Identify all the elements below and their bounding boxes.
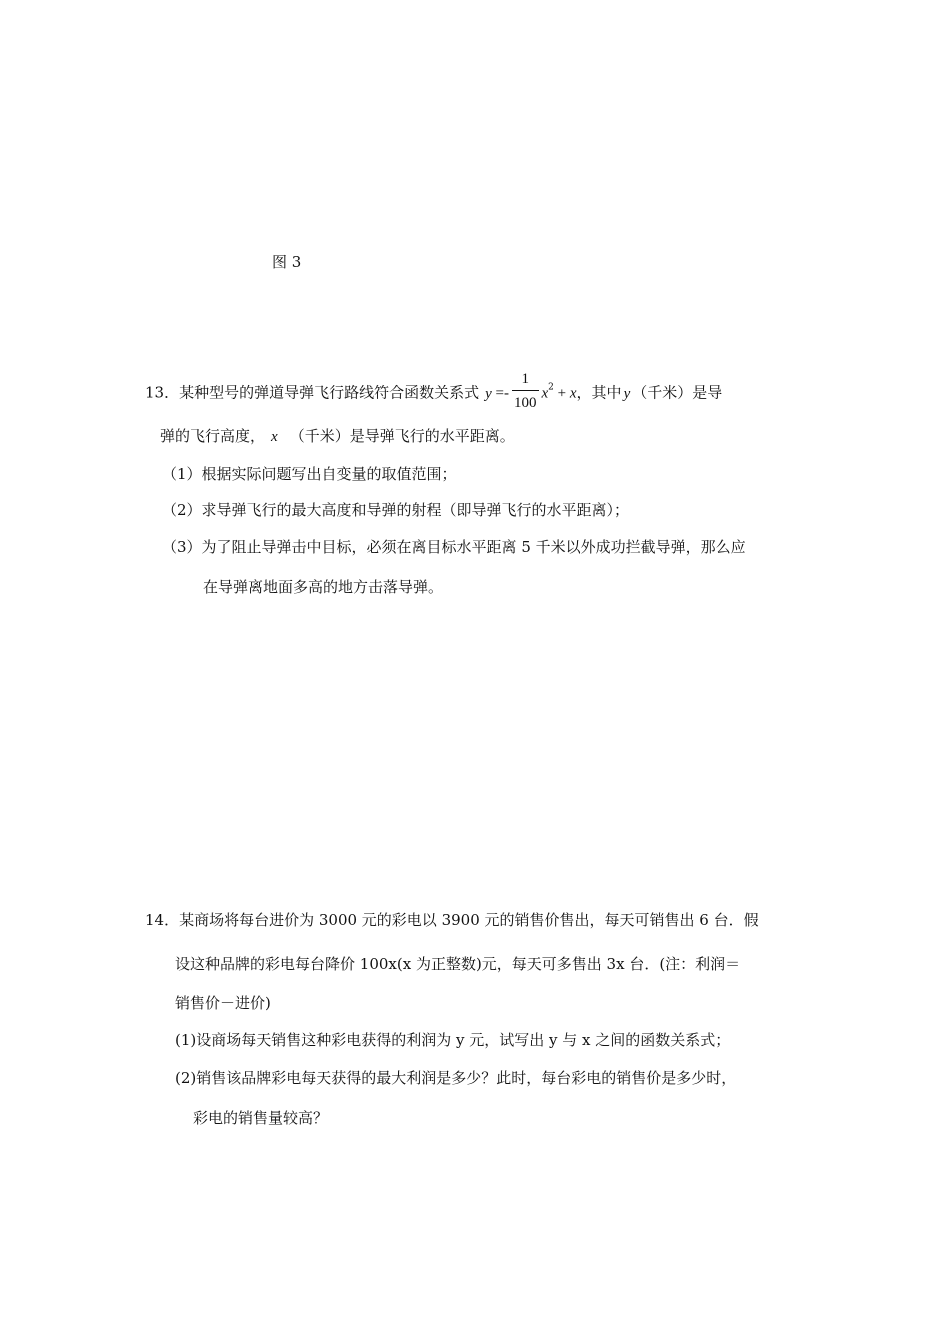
q13-formula-plus: +	[553, 385, 570, 402]
q13-formula-exponent: 2	[548, 382, 554, 393]
q13-sub1: （1）根据实际问题写出自变量的取值范围；	[162, 465, 457, 483]
q13-formula-minus: -	[504, 385, 509, 402]
q14-line2: 设这种品牌的彩电每台降价 100x(x 为正整数)元，每天可多售出 3x 台．(注：利润＝	[175, 955, 741, 973]
q14-text-line1: 某商场将每台进价为 3000 元的彩电以 3900 元的销售价售出，每天可销售出 6 台．假	[179, 911, 759, 929]
q14-line3: 销售价－进价)	[175, 994, 271, 1012]
q13-formula-numerator: 1	[512, 368, 539, 391]
q13-line2-before: 弹的飞行高度，	[160, 427, 266, 445]
q14-sub2-line2: 彩电的销售量较高？	[193, 1109, 329, 1127]
q13-line2	[160, 426, 515, 447]
q13-intro-after-1: ，其中	[576, 383, 622, 402]
q14-sub1: (1)设商场每天销售这种彩电获得的利润为 y 元，试写出 y 与 x 之间的函数关系式；	[175, 1031, 731, 1049]
q13-formula-var2: x	[569, 385, 577, 402]
q13-number: 13．	[145, 383, 180, 402]
figure-caption: 图 3	[272, 253, 302, 271]
q14-line1	[145, 910, 759, 930]
q13-formula-lhs: y	[485, 385, 492, 402]
q13-formula-fraction	[512, 368, 539, 415]
q13-formula-eq: =	[491, 385, 504, 402]
q13-intro-after-2: （千米）是导	[632, 383, 723, 402]
q13-formula-var: x	[541, 385, 549, 402]
q14-number: 14．	[145, 911, 180, 929]
q13-sub3-line1: （3）为了阻止导弹击中目标，必须在离目标水平距离 5 千米以外成功拦截导弹，那么应	[162, 538, 746, 556]
q13-intro: 某种型号的弹道导弹飞行路线符合函数关系式	[179, 383, 480, 402]
q14-sub2-line1: (2)销售该品牌彩电每天获得的最大利润是多少？此时，每台彩电的销售价是多少时，	[175, 1069, 737, 1087]
q13-line1	[145, 370, 722, 417]
q13-formula-denominator: 100	[514, 395, 537, 411]
q13-y-var: y	[623, 385, 631, 402]
q13-x-var: x	[271, 429, 278, 445]
q13-line2-after: （千米）是导弹飞行的水平距离。	[289, 427, 515, 445]
q13-sub3-line2: 在导弹离地面多高的地方击落导弹。	[203, 578, 444, 596]
q13-sub2: （2）求导弹飞行的最大高度和导弹的射程（即导弹飞行的水平距离）；	[162, 501, 630, 519]
